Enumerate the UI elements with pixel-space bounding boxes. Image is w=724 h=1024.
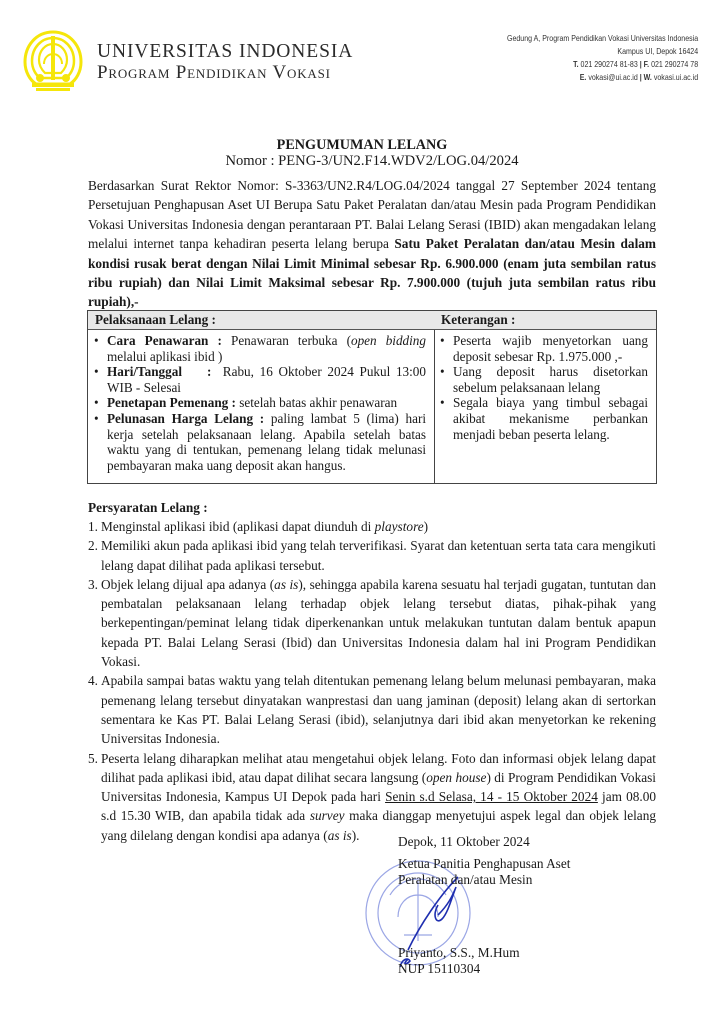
phone-label: T. [572,59,579,69]
requirements-list [88,517,656,845]
execution-column [88,311,435,483]
list-item: • Peserta wajib menyetorkan uang deposit sebesar Rp. 1.975.000 ,- [440,333,648,364]
signature-date: Depok, 11 Oktober 2024 [398,834,530,849]
university-name: UNIVERSITAS INDONESIA [97,41,354,62]
intro-paragraph [88,176,656,312]
signatory-name: Priyanto, S.S., M.Hum [398,945,520,960]
email-web-line [507,71,698,84]
address-line-1: Gedung A, Program Pendidikan Vokasi Universitas Indonesia [506,33,698,43]
list-item: • Uang deposit harus disetorkan sebelum pelaksanaan lelang [440,364,648,395]
execution-list [88,330,434,473]
email-link[interactable]: vokasi@ui.ac.id [588,72,638,82]
web-label: W. [643,72,652,82]
list-item-date: • Hari/Tanggal : Rabu, 16 Oktober 2024 Pukul 13:00 WIB - Selesai [94,364,426,395]
requirement-number: 1. [88,519,98,534]
requirement-number: 5. [88,750,98,766]
requirement-item: 4. Apabila sampai batas waktu yang telah ditentukan pemenang lelang belum melunasi pembayaran, maka pemenang lelang tersebut dinyatakan wanprestasi dan uang jaminan (deposit) lelang akan di sertorkan sementara ke Kas PT. Balai Lelang Serasi (ibid), selanjutnya dari ibid akan menyetorkan ke rekening Universitas Indonesia. [88,673,656,747]
signatory-role: Ketua Panitia Penghapusan Aset Peralatan dan/atau Mesin [398,856,571,887]
requirement-item: 2. Memiliki akun pada aplikasi ibid yang telah terverifikasi. Syarat dan ketentuan serta tata cara mengikuti lelang dapat dilihat pada aplikasi tersebut. [88,538,656,573]
intro-bold-text: Satu Paket Peralatan dan/atau Mesin dalam kondisi rusak berat dengan Nilai Limit Minimal sebesar Rp. 6.900.000 (enam juta sembilan ratus ribu rupiah) dan Nilai Limit Maksimal sebesar Rp. 7.900.000 (tujuh juta sembilan ratus ribu rupiah),- [88,236,656,310]
list-item-bidding-method: • Cara Penawaran : Penawaran terbuka (open bidding melalui aplikasi ibid ) [94,333,426,364]
execution-header: Pelaksanaan Lelang : [88,311,434,330]
document-title: PENGUMUMAN LELANG [276,137,448,153]
list-item: • Segala biaya yang timbul sebagai akibat mekanisme perbankan menjadi beban peserta lelang. [440,395,648,442]
requirement-number: 3. [88,576,98,592]
program-name: Program Pendidikan Vokasi [97,62,331,83]
university-logo-icon [22,28,84,92]
requirements-heading: Persyaratan Lelang : [88,500,208,515]
requirement-item: 5. Peserta lelang diharapkan melihat atau mengetahui objek lelang. Foto dan informasi objek lelang dapat dilihat pada aplikasi ibid, atau dapat dilihat secara langsung (open house) di Program Pendidikan Vokasi Universitas Indonesia, Kampus UI Depok pada hari Senin s.d Selasa, 14 - 15 Oktober 2024 jam 08.00 s.d 15.30 WIB, dan apabila tidak ada survey maka dianggap menyetujui aspek legal dan objek lelang yang dilelang dengan kondisi apa adanya (as is). [88,750,657,843]
separator: | [639,59,642,69]
requirement-item: 1. Menginstal aplikasi ibid (aplikasi dapat diunduh di playstore) [88,517,656,536]
intro-text: Berdasarkan Surat Rektor Nomor: S-3363/UN2.R4/LOG.04/2024 tanggal 27 September 2024 tentang Persetujuan Penghapusan Aset UI Berupa Satu Paket Peralatan dan/atau Mesin pada Program Pendidikan Vokasi Universitas Indonesia dengan perantaraan PT. Balai Lelang Serasi (IBID) akan mengadakan lelang melalui internet tanpa kehadiran peserta lelang berupa [88,178,656,252]
requirement-number: 2. [88,538,98,554]
fax-number: 021 290274 78 [650,59,698,69]
notes-list [434,330,656,442]
notes-header: Keterangan : [434,311,656,330]
list-item-payment: • Pelunasan Harga Lelang : paling lambat 5 (lima) hari kerja setelah pelaksanaan lelang. Apabila setelah batas waktu yang di tentukan, pemenang lelang tidak melunasi pembayaran maka uang deposit akan hangus. [94,411,426,473]
auction-details-table [87,310,657,484]
signatory-id: NUP 15110304 [398,960,481,976]
website-link[interactable]: vokasi.ui.ac.id [653,72,698,82]
phone-number: 021 290274 81-83 [580,59,638,69]
contact-block [507,32,698,84]
separator: | [639,72,642,82]
notes-column [434,311,656,483]
signatory [398,945,520,976]
requirement-number: 4. [88,673,98,689]
requirement-item: 3. Objek lelang dijual apa adanya (as is), sehingga apabila karena sesuatu hal terjadi gugatan, tuntutan dan pembatalan pelaksanaan lelang terhadap objek lelang tersebut diatas, pihak-pihak yang berkepentingan/peminat lelang tidak diperkenankan untuk melakukan tuntutan dalam bentuk apapun kepada PT. Balai Lelang Serasi (Ibid) dan Universitas Indonesia dalam hal ini Program Pendidikan Vokasi. [88,576,656,670]
email-label: E. [579,72,587,82]
address-line-2: Kampus UI, Depok 16424 [617,46,698,56]
fax-label: F. [643,59,650,69]
list-item-winner: • Penetapan Pemenang : setelah batas akhir penawaran [94,395,426,411]
phone-fax-line [507,58,698,71]
document-number: Nomor : PENG-3/UN2.F14.WDV2/LOG.04/2024 [225,153,519,169]
